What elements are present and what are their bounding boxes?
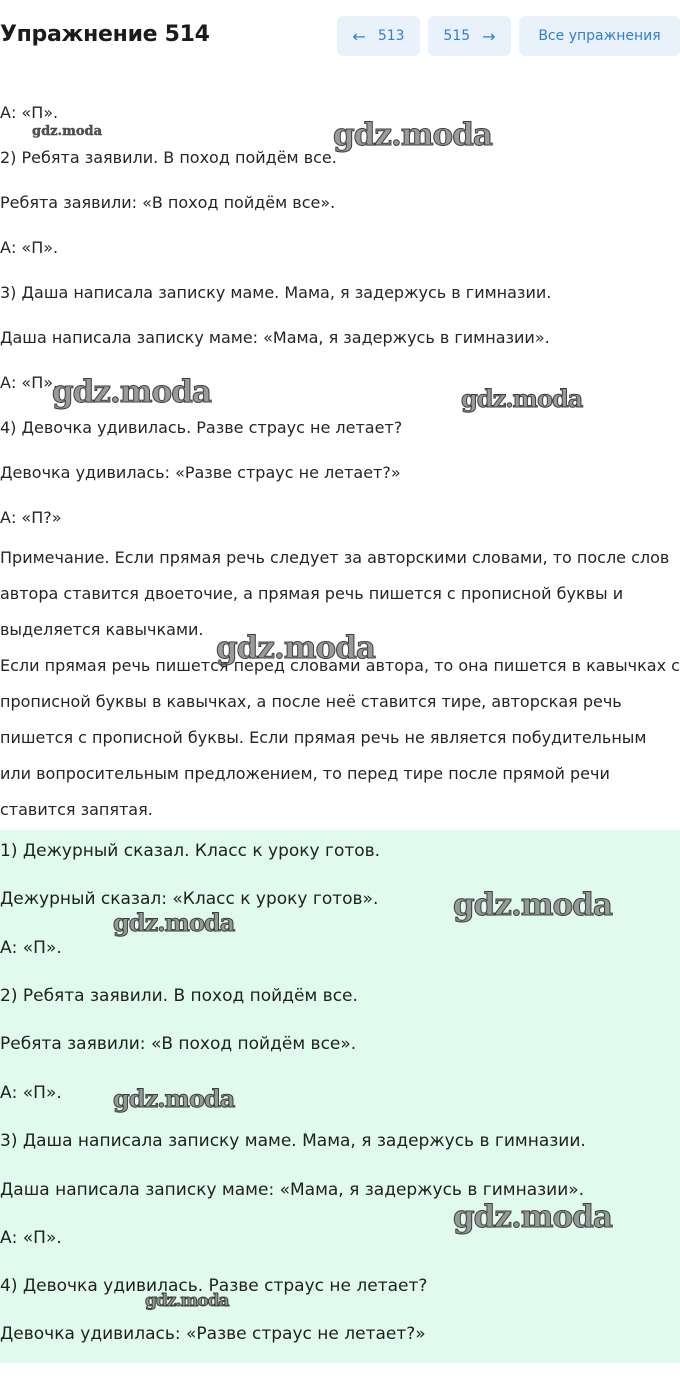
text-line: Ребята заявили: «В поход пойдём все». [0,193,336,212]
answer-line: Дежурный сказал: «Класс к уроку готов». [0,889,379,909]
text-line: А: «П». [0,238,59,257]
answer-line: 2) Ребята заявили. В поход пойдём все. [0,986,358,1006]
text-line: 4) Девочка удивилась. Разве страус не летает? [0,418,403,437]
next-exercise-label: 515 [443,28,471,44]
answer-line: А: «П». [0,938,62,958]
answer-line: 1) Дежурный сказал. Класс к уроку готов. [0,841,381,861]
prev-exercise-label: 513 [377,28,405,44]
answer-line: 4) Девочка удивилась. Разве страус не летает? [0,1276,428,1296]
text-line: 3) Даша написала записку маме. Мама, я задержусь в гимназии. [0,283,552,302]
answer-line: Даша написала записку маме: «Мама, я задержусь в гимназии». [0,1180,585,1200]
page-header [0,0,680,72]
all-exercises-label: Все упражнения [538,28,661,44]
watermark-logo: gdz.moda [333,117,492,153]
watermark-logo: gdz.moda [453,887,612,923]
answer-line: Ребята заявили: «В поход пойдём все». [0,1034,357,1054]
watermark-logo: gdz.moda [113,1084,235,1113]
page-title: Упражнение 514 [0,22,210,47]
text-line: А: «П?» [0,508,62,527]
text-line: 2) Ребята заявили. В поход пойдём все. [0,148,337,167]
note-paragraph: Примечание. Если прямая речь следует за авторскими словами, то после слов автора ставится двоеточие, а прямая речь пишется с прописной буквы и выделяется кавычками. [0,548,670,639]
answer-line: Девочка удивилась: «Разве страус не летает?» [0,1324,426,1344]
text-line: Девочка удивилась: «Разве страус не летает?» [0,463,401,482]
all-exercises-button[interactable] [519,16,680,56]
text-line: Даша написала записку маме: «Мама, я задержусь в гимназии». [0,328,550,347]
watermark-logo: gdz.moda [52,374,211,410]
watermark-logo: gdz.moda [113,908,235,937]
exercise-text [0,90,680,828]
prev-exercise-button[interactable] [337,16,420,56]
text-line: А: «П». [0,103,59,122]
next-exercise-button[interactable] [428,16,511,56]
answer-line: А: «П». [0,1083,62,1103]
watermark-logo: gdz.moda [145,1291,229,1311]
arrow-left-icon: ← [352,26,366,46]
text-line: А: «П». [0,373,59,392]
arrow-right-icon: → [482,26,496,46]
answer-block [0,830,680,1363]
answer-line: 3) Даша написала записку маме. Мама, я задержусь в гимназии. [0,1131,586,1151]
watermark-logo: gdz.moda [453,1199,612,1235]
note-paragraph-2: Если прямая речь пишется перед словами автора, то она пишется в кавычках с прописной буквы в кавычках, а после неё ставится тире, авторская речь пишется с прописной буквы. Если прямая речь не является побудительным или вопросительным предложением, то перед тире после прямой речи ставится запятая. [0,656,680,819]
answer-line: А: «П». [0,1228,62,1248]
watermark-logo: gdz.moda [461,384,583,413]
watermark-logo: gdz.moda [32,124,103,139]
watermark-logo: gdz.moda [216,630,375,666]
